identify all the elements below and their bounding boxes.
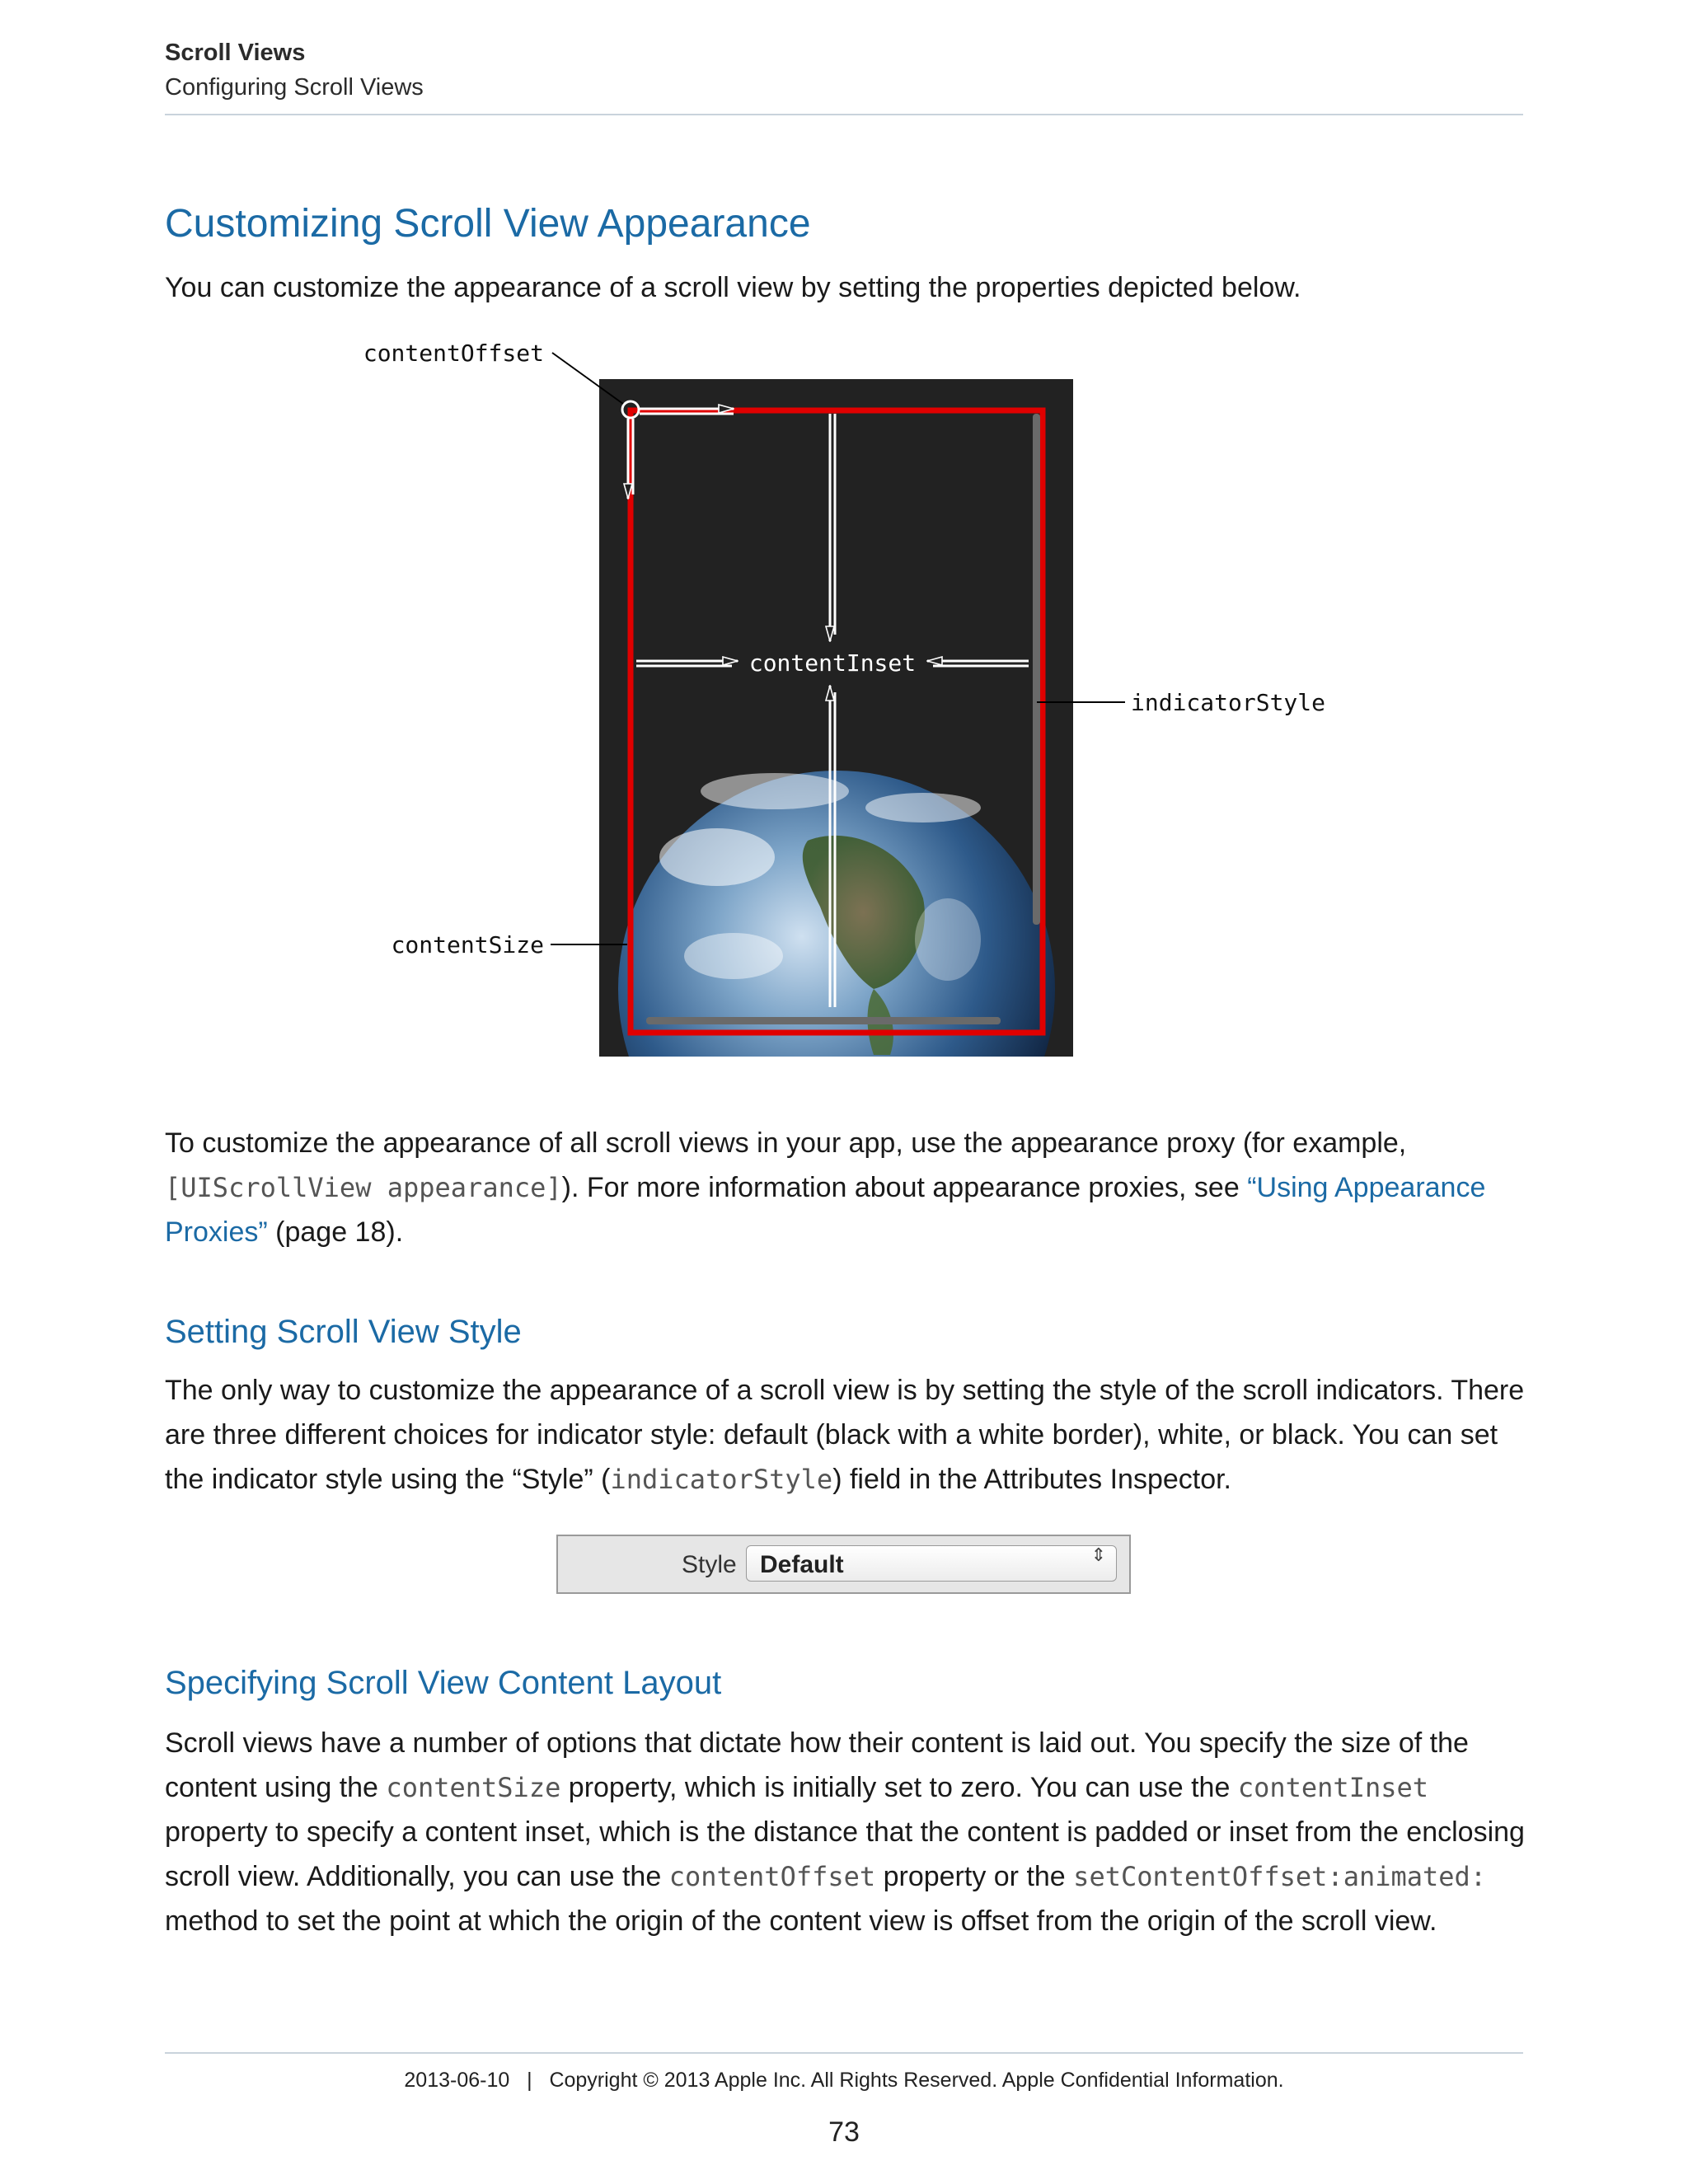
proxy-code-1: [UIScrollView appearance] <box>165 1172 562 1203</box>
using-appearance-proxies-link[interactable]: “Using Appearance Proxies” <box>165 1172 1486 1248</box>
footer-copyright: 2013-06-10 | Copyright © 2013 Apple Inc. All Rights Reserved. Apple Confidential Information. <box>404 2069 1284 2092</box>
section-title-style: Setting Scroll View Style <box>165 1314 522 1350</box>
proxy-text-2: ). For more information about appearance proxies, see <box>561 1172 1248 1203</box>
diagram-svg <box>346 330 1335 1071</box>
page-number: 73 <box>828 2116 860 2148</box>
content-inset-label: contentInset <box>748 649 917 677</box>
layout-code-setcontentoffset: setContentOffset:animated: <box>1073 1861 1487 1892</box>
layout-code-contentinset: contentInset <box>1237 1772 1429 1803</box>
indicator-style-label: indicatorStyle <box>1131 689 1326 716</box>
layout-text-5: method to set the point at which the origin of the content view is offset from the origin of the scroll view. <box>165 1905 1437 1937</box>
layout-text-3: property to specify a content inset, which is the distance that the content is padded or inset from the enclosing scroll view. Additionally, you can use the <box>165 1816 1525 1892</box>
proxy-text-1: To customize the appearance of all scroll views in your app, use the appearance proxy (for example, <box>165 1127 1407 1159</box>
content-offset-callout-line <box>552 353 623 404</box>
popup-arrows-icon: ⇕ <box>1090 1544 1106 1565</box>
layout-text-2: property, which is initially set to zero. You can use the <box>560 1772 1238 1803</box>
attributes-inspector-style-row <box>556 1535 1131 1594</box>
section-title-content-layout: Specifying Scroll View Content Layout <box>165 1665 722 1701</box>
running-header-section: Configuring Scroll Views <box>165 74 424 101</box>
content-size-label: contentSize <box>391 931 544 958</box>
style-code-1: indicatorStyle <box>610 1464 833 1495</box>
content-layout-paragraph <box>165 1721 1533 1943</box>
proxy-text-3: (page 18). <box>267 1216 404 1248</box>
horizontal-scroll-indicator <box>646 1017 1001 1024</box>
style-selected-value: Default <box>760 1551 844 1578</box>
vertical-scroll-indicator <box>1033 414 1040 925</box>
intro-paragraph: You can customize the appearance of a scroll view by setting the properties depicted below. <box>165 272 1301 303</box>
style-text-1: The only way to customize the appearance of a scroll view is by setting the style of the scroll indicators. There are three different choices for indicator style: default (black with a white border), white, or black. You can set the indicator style using the “Style” ( <box>165 1375 1525 1495</box>
header-divider <box>165 114 1523 115</box>
appearance-proxy-paragraph <box>165 1121 1533 1254</box>
section-title-appearance: Customizing Scroll View Appearance <box>165 202 811 246</box>
scroll-view-diagram <box>346 330 1335 1071</box>
layout-code-contentsize: contentSize <box>386 1772 561 1803</box>
style-field-label: Style <box>682 1551 737 1578</box>
style-paragraph <box>165 1368 1533 1502</box>
style-text-2: ) field in the Attributes Inspector. <box>832 1464 1232 1495</box>
footer-divider <box>165 2052 1523 2054</box>
layout-code-contentoffset: contentOffset <box>668 1861 876 1892</box>
running-header-chapter: Scroll Views <box>165 40 306 66</box>
style-popup-button[interactable] <box>746 1545 1117 1582</box>
content-offset-label: contentOffset <box>363 340 544 367</box>
layout-text-4: property or the <box>875 1861 1074 1892</box>
layout-text-1: Scroll views have a number of options that dictate how their content is laid out. You specify the size of the content using the <box>165 1727 1469 1803</box>
